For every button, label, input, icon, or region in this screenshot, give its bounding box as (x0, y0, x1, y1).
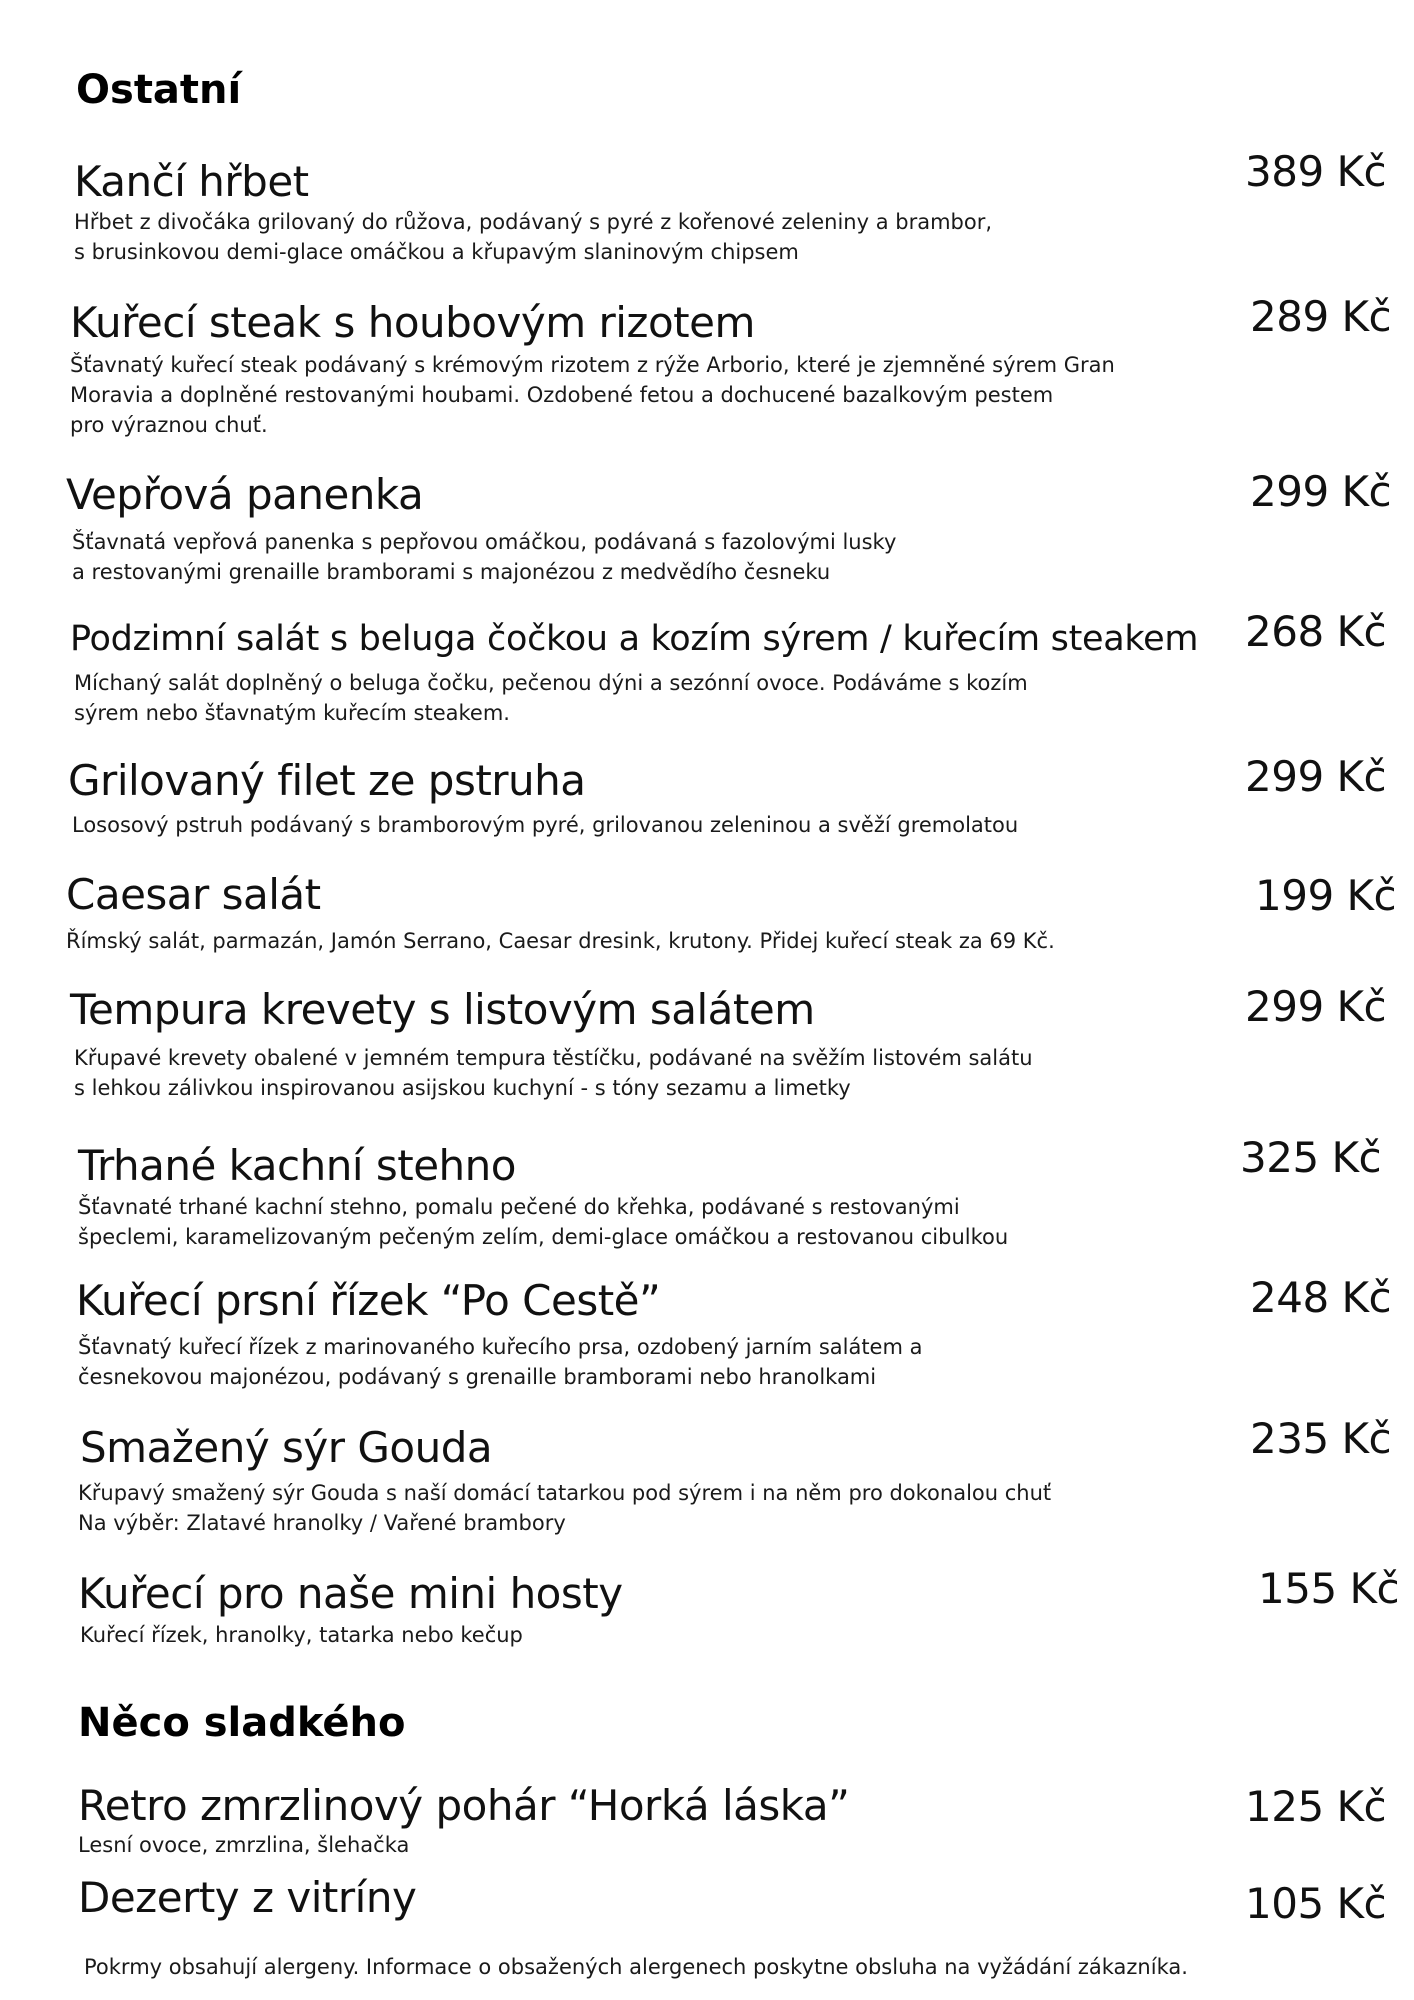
dish-name: Podzimní salát s beluga čočkou a kozím sýrem / kuřecím steakem (70, 619, 1199, 659)
dish-price: 299 Kč (1245, 982, 1387, 1031)
dish-price: 125 Kč (1245, 1782, 1387, 1831)
dish-description: Hřbet z divočáka grilovaný do růžova, podávaný s pyré z kořenové zeleniny a brambor, s brusinkovou demi-glace omáčkou a křupavým slaninovým chipsem (74, 210, 993, 264)
dish-description: Kuřecí řízek, hranolky, tatarka nebo kečup (80, 1623, 523, 1647)
dish-description: Šťavnatá vepřová panenka s pepřovou omáčkou, podávaná s fazolovými lusky a restovanými grenaille bramborami s majonézou z medvědího česneku (72, 530, 897, 584)
dish-name: Vepřová panenka (66, 470, 424, 519)
dish-price: 289 Kč (1250, 292, 1392, 341)
dish-description: Míchaný salát doplněný o beluga čočku, pečenou dýni a sezónní ovoce. Podáváme s kozím sýrem nebo šťavnatým kuřecím steakem. (74, 671, 1028, 725)
dish-price: 325 Kč (1240, 1133, 1382, 1182)
dish-name: Smažený sýr Gouda (80, 1423, 493, 1472)
dish-price: 105 Kč (1245, 1879, 1387, 1928)
dish-price: 248 Kč (1250, 1273, 1392, 1322)
dish-description: Šťavnaté trhané kachní stehno, pomalu pečené do křehka, podávané s restovanými špeclemi, karamelizovaným pečeným zelím, demi-glace omáčkou a restovanou cibulkou (78, 1195, 1009, 1249)
dish-name: Caesar salát (66, 870, 321, 919)
dish-description: Křupavé krevety obalené v jemném tempura těstíčku, podávané na svěžím listovém salátu s lehkou zálivkou inspirovanou asijskou kuchyní - s tóny sezamu a limetky (74, 1046, 1033, 1100)
dish-price: 155 Kč (1258, 1564, 1400, 1613)
dish-price: 235 Kč (1250, 1414, 1392, 1463)
allergen-note: Pokrmy obsahují alergeny. Informace o obsažených alergenech poskytne obsluha na vyžádání zákazníka. (84, 1955, 1188, 1979)
dish-price: 299 Kč (1245, 752, 1387, 801)
dish-name: Kuřecí steak s houbovým rizotem (70, 298, 755, 347)
dish-description: Šťavnatý kuřecí steak podávaný s krémovým rizotem z rýže Arborio, které je zjemněné sýrem Gran Moravia a doplněné restovanými houbami. Ozdobené fetou a dochucené bazalkovým pestem pro výraznou chuť. (70, 353, 1115, 437)
dish-price: 199 Kč (1255, 871, 1397, 920)
dish-description: Křupavý smažený sýr Gouda s naší domácí tatarkou pod sýrem i na něm pro dokonalou chuť Na výběr: Zlatavé hranolky / Vařené brambory (78, 1481, 1052, 1535)
dish-description: Římský salát, parmazán, Jamón Serrano, Caesar dresink, krutony. Přidej kuřecí steak za 69 Kč. (66, 929, 1055, 953)
dish-name: Dezerty z vitríny (78, 1873, 417, 1922)
dish-description: Lososový pstruh podávaný s bramborovým pyré, grilovanou zeleninou a svěží gremolatou (72, 813, 1019, 837)
dish-price: 268 Kč (1245, 607, 1387, 656)
dish-name: Tempura krevety s listovým salátem (70, 985, 815, 1034)
dish-name: Kančí hřbet (74, 157, 309, 206)
dish-description: Lesní ovoce, zmrzlina, šlehačka (78, 1833, 410, 1857)
section-heading-ostatni: Ostatní (76, 67, 242, 113)
dish-price: 389 Kč (1245, 147, 1387, 196)
dish-description: Šťavnatý kuřecí řízek z marinovaného kuřecího prsa, ozdobený jarním salátem a česnekovou majonézou, podávaný s grenaille bramborami nebo hranolkami (78, 1335, 923, 1389)
dish-name: Trhané kachní stehno (78, 1141, 516, 1190)
dish-name: Grilovaný filet ze pstruha (68, 756, 586, 805)
dish-name: Retro zmrzlinový pohár “Horká láska” (78, 1781, 850, 1830)
dish-name: Kuřecí pro naše mini hosty (78, 1569, 623, 1618)
dish-name: Kuřecí prsní řízek “Po Cestě” (76, 1276, 661, 1325)
section-heading-neco-sladkeho: Něco sladkého (78, 1700, 406, 1746)
dish-price: 299 Kč (1250, 467, 1392, 516)
